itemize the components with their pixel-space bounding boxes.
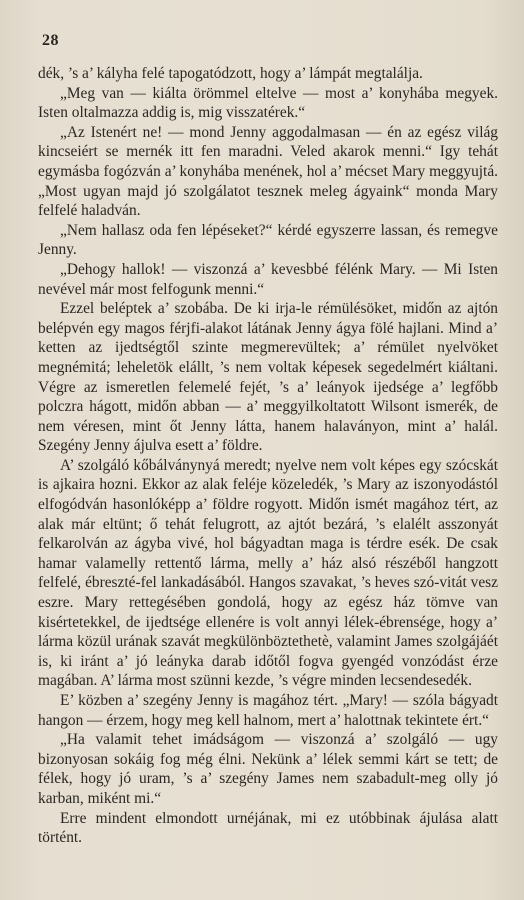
paragraph: Ezzel beléptek a’ szobába. De ki irja-le rémülésöket, midőn az ajtón belépvén egy magos férjfi-alakot látának Jenny ágya fölé hajlani. Mind a’ ketten az ijedtségtől szinte megmerevültek; a’ rémület nyelvöket megnémitá; leheletök elállt, ’s nem voltak képesek segedelmért kiáltani. Végre az ismeretlen felemelé fejét, ’s a’ leányok ijedsége a’ legfőbb polczra hágott, midőn abban — a’ meggyilkoltatott Wilsont ismerék, de nem véresen, mint őt Jenny látta, hanem halaványon, mint a’ halál. Szegény Jenny ájulva esett a’ földre. [38, 300, 498, 455]
paragraph: A’ szolgáló kőbálványnyá meredt; nyelve nem volt képes egy szócskát is ajkaira hozni. Ekkor az alak feléje közeledék, ’s Mary az iszonyodástól elfogódván hasonlóképp a’ földre rogyott. Midőn ismét magához tért, az alak már eltünt; ő tehát felugrott, az ajtót bezárá, ’s elalélt asszonyát felkarolván az ágyba vivé, hol bágyadtan maga is térdre esék. De csak hamar valamelly rettentő lárma, melly a’ ház alsó részéből hangzott felfelé, ébreszté-fel lankadásából. Hangos szavakat, ’s heves szó-vitát vesz eszre. Mary rettegésében gondolá, hogy az egész ház tömve van kisértetekkel, de ijedtsége ellenére is volt annyi lélek-ébrensége, hogy a’ lárma közül urának szavát megkülönböztethetè, valamint James szolgájáét is, ki iránt a’ jó leányka darab időtől fogva gyengéd vonzódást érze magában. A’ lárma most szünni kezde, ’s végre minden lecsendesedék. [38, 456, 498, 690]
paragraph: „Nem hallasz oda fen lépéseket?“ kérdé egyszerre lassan, és remegve Jenny. [38, 221, 498, 259]
body-text [38, 64, 498, 848]
paragraph: „Az Istenért ne! — mond Jenny aggodalmasan — én az egész világ kincseiért se mernék itt fen maradni. Veled akarok menni.“ Igy tehát egymásba fogózván a’ konyhába menének, hol a’ mécset Mary meggyujtá. „Most ugyan majd jó szolgálatot tesznek meleg ágyaink“ monda Mary felfelé haladván. [38, 123, 498, 220]
page-number: 28 [42, 32, 59, 49]
paragraph: „Meg van — kiálta örömmel eltelve — most a’ konyhába megyek. Isten oltalmazza addig is, mig visszatérek.“ [38, 84, 498, 122]
paragraph: „Dehogy hallok! — viszonzá a’ kevesbbé félénk Mary. — Mi Isten nevével már most felfogunk menni.“ [38, 260, 498, 298]
paragraph: „Ha valamit tehet imádságom — viszonzá a’ szolgáló — ugy bizonyosan sokáig fog még élni. Nekünk a’ lélek semmi kárt se tett; de félek, hogy jó uram, ’s a’ szegény James nem szabadult-meg olly jó karban, miként mi.“ [38, 731, 498, 807]
paragraph: Erre mindent elmondott urnéjának, mi ez utóbbinak ájulása alatt történt. [38, 809, 498, 847]
paragraph: E’ közben a’ szegény Jenny is magához tért. „Mary! — szóla bágyadt hangon — érzem, hogy meg kell halnom, mert a’ halottnak tekintete ért.“ [38, 692, 498, 729]
paragraph-continued: dék, ’s a’ kályha felé tapogatódzott, hogy a’ lámpát megtalálja. [38, 65, 423, 82]
